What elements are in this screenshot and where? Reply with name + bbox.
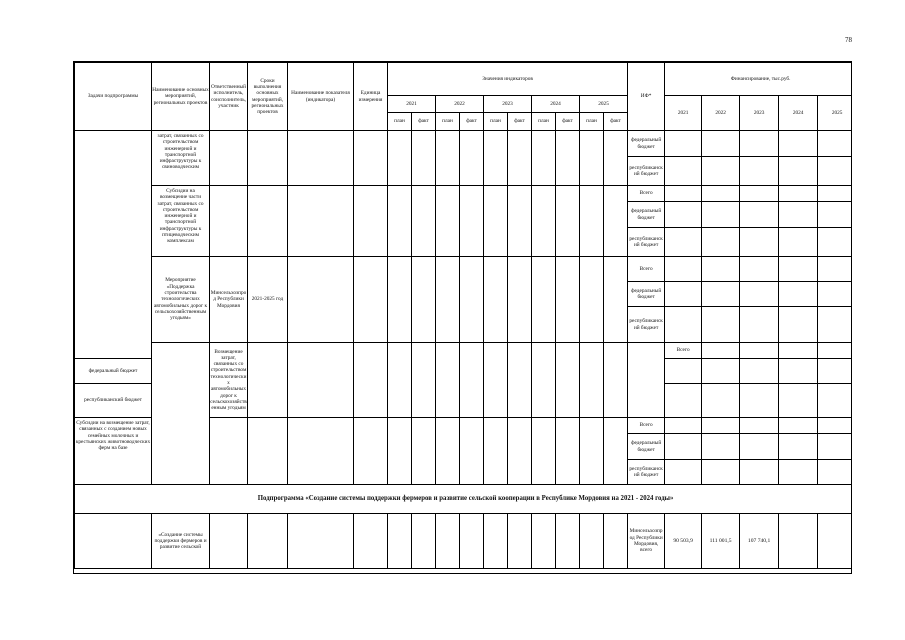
empty-cell [702,343,740,359]
empty-cell [665,282,702,307]
header-task: Задачи подпрограммы [75,63,152,131]
empty-cell [484,186,508,257]
empty-cell [665,202,702,228]
unit-cell [354,186,388,257]
financing-table-sheet [73,61,852,574]
empty-cell [508,514,532,569]
indicator-cell [354,343,388,418]
empty-cell [779,257,818,282]
header-terms: Сроки выполнения основных мероприятий, региональных проектов [248,63,288,131]
empty-cell [388,418,412,485]
empty-cell [248,514,288,569]
empty-cell [740,307,779,343]
empty-cell [580,418,604,485]
empty-cell [702,418,740,434]
empty-cell [702,131,740,157]
unit-cell [388,343,412,418]
empty-cell [556,418,580,485]
empty-cell [779,460,818,485]
empty-cell [604,514,628,569]
empty-cell [604,257,628,343]
empty-cell [484,514,508,569]
empty-cell [702,257,740,282]
empty-cell [436,257,460,343]
responsible-cell: Минсельхозпрод Республики Мордовия [210,257,248,343]
empty-cell [665,228,702,257]
empty-cell [508,131,532,186]
empty-cell [556,514,580,569]
empty-cell [740,359,779,384]
empty-cell [436,131,460,186]
indicator-cell [288,131,354,186]
empty-cell [779,157,818,186]
term-cell [248,186,288,257]
event-cell: Мероприятие «Поддержка строительства технологических автомобильных дорог к сельскохозяйственным угодьям» [152,257,210,343]
empty-cell [702,186,740,202]
empty-cell [779,228,818,257]
empty-cell [818,282,852,307]
empty-cell [436,343,460,418]
term-cell [288,343,354,418]
empty-cell [665,131,702,157]
empty-cell [702,460,740,485]
empty-cell [740,343,779,359]
header-fin-year-2024: 2024 [779,96,818,131]
fund-total: Всего [665,343,702,359]
empty-cell [460,186,484,257]
unit-cell [354,257,388,343]
empty-cell [580,257,604,343]
empty-cell [779,434,818,460]
empty-cell [818,131,852,157]
empty-cell [818,384,852,418]
empty-cell [818,202,852,228]
header-fin-year-2025: 2025 [818,96,852,131]
header-fact: факт [556,113,580,131]
fund-federal: федеральный бюджет [75,359,152,384]
fund-republic: республиканский бюджет [628,307,665,343]
indicator-cell [288,257,354,343]
responsible-cell [210,418,248,485]
header-year-2022: 2022 [436,96,484,113]
empty-cell [388,131,412,186]
empty-cell [412,343,436,418]
empty-cell [818,157,852,186]
empty-cell [665,359,702,384]
empty-cell [740,257,779,282]
empty-cell [665,384,702,418]
empty-cell [818,257,852,282]
header-indicator-name: Наименование показателя (индикатора) [288,63,354,131]
empty-cell [484,343,508,418]
empty-cell [779,282,818,307]
empty-cell [740,434,779,460]
empty-cell [556,186,580,257]
header-indicator-values: Значения индикаторов [388,63,628,96]
term-cell [248,131,288,186]
empty-cell [604,131,628,186]
empty-cell [580,514,604,569]
header-year-2021: 2021 [388,96,436,113]
header-year-2025: 2025 [580,96,628,113]
header-main-events: Наименование основных мероприятий, региональных проектов [152,63,210,131]
empty-cell [779,384,818,418]
event-cell: Возмещение затрат, связанных со строительством технологических автомобильных дорог к сельскохозяйственным угодьям [210,343,248,418]
empty-cell [779,307,818,343]
empty-cell [740,202,779,228]
empty-cell [288,514,354,569]
header-fact: факт [508,113,532,131]
empty-cell [532,131,556,186]
fin-value-2023: 107 740,1 [740,514,779,569]
empty-cell [580,131,604,186]
empty-cell [532,343,556,418]
empty-cell [702,157,740,186]
empty-cell [532,418,556,485]
empty-cell [665,418,702,434]
header-plan: план [484,113,508,131]
empty-cell [779,343,818,359]
empty-cell [740,157,779,186]
empty-cell [460,343,484,418]
fin-value-2021: 90 503,9 [665,514,702,569]
header-year-2023: 2023 [484,96,532,113]
empty-cell [740,460,779,485]
empty-cell [665,307,702,343]
task-cell-empty [75,131,152,359]
empty-cell [354,514,388,569]
empty-cell [460,131,484,186]
responsible-cell [248,343,288,418]
empty-cell [818,343,852,359]
empty-cell [508,257,532,343]
empty-cell [388,186,412,257]
empty-cell [436,418,460,485]
fin-value-2024 [779,514,818,569]
empty-cell [556,257,580,343]
header-fact: факт [460,113,484,131]
empty-cell [702,228,740,257]
unit-cell [354,131,388,186]
empty-cell [484,418,508,485]
empty-cell [460,257,484,343]
empty-cell [779,202,818,228]
header-fact: факт [604,113,628,131]
empty-cell [436,514,460,569]
empty-cell [702,434,740,460]
empty-cell [665,157,702,186]
empty-cell [779,359,818,384]
empty-cell [740,384,779,418]
empty-cell [740,228,779,257]
header-unit: Единица измерения [354,63,388,131]
empty-cell [779,418,818,434]
empty-cell [779,131,818,157]
header-year-2024: 2024 [532,96,580,113]
fund-total: Всего [628,418,665,434]
header-fin-year-2022: 2022 [702,96,740,131]
fund-total: Всего [628,186,665,202]
empty-cell [818,186,852,202]
empty-cell [604,343,628,418]
empty-cell [740,131,779,157]
fund-federal: федеральный бюджет [628,202,665,228]
fund-federal: федеральный бюджет [628,131,665,157]
event-cell: Субсидии на возмещение части затрат, связанных со строительством инженерной и транспортной инфраструктуры к птицеводческим комплексам [152,186,210,257]
empty-cell [484,257,508,343]
header-plan: план [388,113,412,131]
financing-table [74,62,852,569]
empty-cell [460,418,484,485]
empty-cell [412,257,436,343]
empty-cell [580,343,604,418]
fund-republic: республиканский бюджет [75,384,152,418]
empty-cell [508,343,532,418]
fin-value-2025 [818,514,852,569]
empty-cell [580,186,604,257]
empty-cell [532,257,556,343]
fund-ministry-total: Минсельхозпрод Республики Мордовия, всего [628,514,665,569]
empty-cell [556,343,580,418]
empty-cell [436,186,460,257]
empty-cell [665,460,702,485]
empty-cell [532,186,556,257]
empty-cell [818,307,852,343]
event-cell: затрат, связанных со строительством инженерной и транспортной инфраструктуры к свиноводческим [152,131,210,186]
empty-cell [702,384,740,418]
empty-cell [508,418,532,485]
header-responsible: Ответственный исполнитель, соисполнитель, участник [210,63,248,131]
fund-federal: федеральный бюджет [628,282,665,307]
header-if: ИФ* [628,63,665,131]
empty-cell [818,228,852,257]
task-cell-empty [75,514,152,569]
header-fin-year-2021: 2021 [665,96,702,131]
header-plan: план [532,113,556,131]
empty-cell [484,131,508,186]
indicator-cell [288,418,354,485]
fund-federal: федеральный бюджет [628,434,665,460]
empty-cell [818,434,852,460]
empty-cell [412,514,436,569]
empty-cell [628,343,665,418]
empty-cell [702,202,740,228]
empty-cell [740,186,779,202]
empty-cell [779,186,818,202]
fund-republic: республиканский бюджет [628,460,665,485]
empty-cell [665,186,702,202]
empty-cell [740,418,779,434]
empty-cell [388,514,412,569]
fin-value-2022: 111 001,5 [702,514,740,569]
header-fin-year-2023: 2023 [740,96,779,131]
term-cell: 2021-2025 год [248,257,288,343]
empty-cell [556,131,580,186]
empty-cell [412,418,436,485]
empty-cell [665,434,702,460]
empty-cell [532,514,556,569]
empty-cell [702,307,740,343]
empty-cell [508,186,532,257]
responsible-cell [210,186,248,257]
unit-cell [354,418,388,485]
empty-cell [818,418,852,434]
empty-cell [702,359,740,384]
fund-total: Всего [628,257,665,282]
page-number: 78 [845,36,852,44]
empty-cell [210,514,248,569]
empty-cell [412,186,436,257]
header-plan: план [580,113,604,131]
empty-cell [818,460,852,485]
fund-republic: республиканский бюджет [628,157,665,186]
event-cell: Субсидии на возмещение затрат, связанных с созданием новых семейных молочных и крестьянских животноводческих ферм на базе [75,418,152,485]
indicator-cell [288,186,354,257]
header-financing: Финансирование, тыс.руб. [665,63,852,96]
event-cell: «Создание системы поддержки фермеров и развитие сельской [152,514,210,569]
empty-cell [412,131,436,186]
empty-cell [740,282,779,307]
term-cell [248,418,288,485]
empty-cell [388,257,412,343]
header-plan: план [436,113,460,131]
empty-cell [702,282,740,307]
fund-republic: республиканский бюджет [628,228,665,257]
empty-cell [604,186,628,257]
empty-cell [604,418,628,485]
empty-cell [818,359,852,384]
empty-cell [665,257,702,282]
empty-cell [460,514,484,569]
header-fact: факт [412,113,436,131]
responsible-cell [210,131,248,186]
task-cell-empty [152,343,210,485]
subprogram-title: Подпрограмма «Создание системы поддержки фермеров и развитие сельской кооперации в Республике Мордовия на 2021 - 2024 годы» [75,485,853,514]
